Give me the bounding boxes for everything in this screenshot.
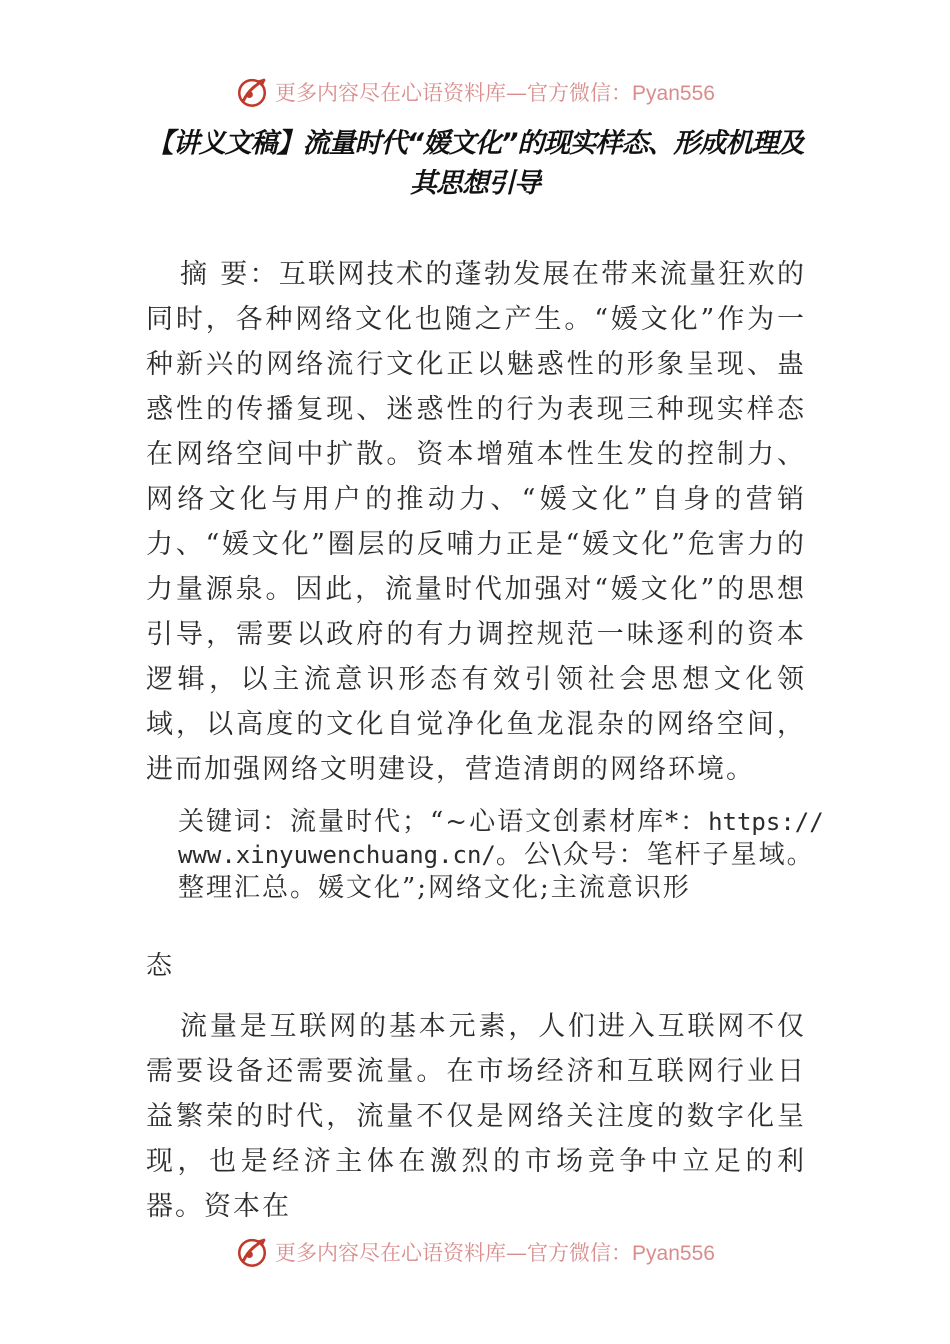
watermark-text: 更多内容尽在心语资料库—官方微信：	[275, 81, 633, 105]
watermark-id: Pyan556	[632, 82, 715, 105]
keywords-tail: 态	[146, 951, 173, 981]
keywords-url: https://www.xinyuwenchuang.cn/	[178, 808, 824, 869]
document-title: 【讲义文稿】流量时代“媛文化”的现实样态、形成机理及其思想引导	[146, 128, 804, 199]
keywords-prefix: 关键词：流量时代；“~心语文创素材库*：	[178, 807, 709, 837]
body-paragraph: 流量是互联网的基本元素，人们进入互联网不仅需要设备还需要流量。在市场经济和互联网行业日益繁荣的时代，流量不仅是网络关注度的数字化呈现，也是经济主体在激烈的市场竞争中立足的利器。资本在	[146, 1011, 806, 1222]
keywords-line	[178, 806, 828, 905]
header-watermark	[0, 72, 950, 112]
watermark-id: Pyan556	[632, 1242, 715, 1265]
xinyu-logo-icon	[235, 1235, 269, 1269]
keywords-suffix: 。公\众号：笔杆子星域。整理汇总。媛文化”;网络文化;主流意识形	[178, 840, 815, 903]
xinyu-logo-icon	[235, 75, 269, 109]
watermark-text: 更多内容尽在心语资料库—官方微信：	[275, 1241, 633, 1265]
footer-watermark	[0, 1232, 950, 1272]
abstract-paragraph: 摘 要：互联网技术的蓬勃发展在带来流量狂欢的同时，各种网络文化也随之产生。“媛文化”作为一种新兴的网络流行文化正以魅惑性的形象呈现、蛊惑性的传播复现、迷惑性的行为表现三种现实样态在网络空间中扩散。资本增殖本性生发的控制力、网络文化与用户的推动力、“媛文化”自身的营销力、“媛文化”圈层的反哺力正是“媛文化”危害力的力量源泉。因此，流量时代加强对“媛文化”的思想引导，需要以政府的有力调控规范一味逐利的资本逻辑，以主流意识形态有效引领社会思想文化领域，以高度的文化自觉净化鱼龙混杂的网络空间，进而加强网络文明建设，营造清朗的网络环境。	[146, 259, 806, 785]
